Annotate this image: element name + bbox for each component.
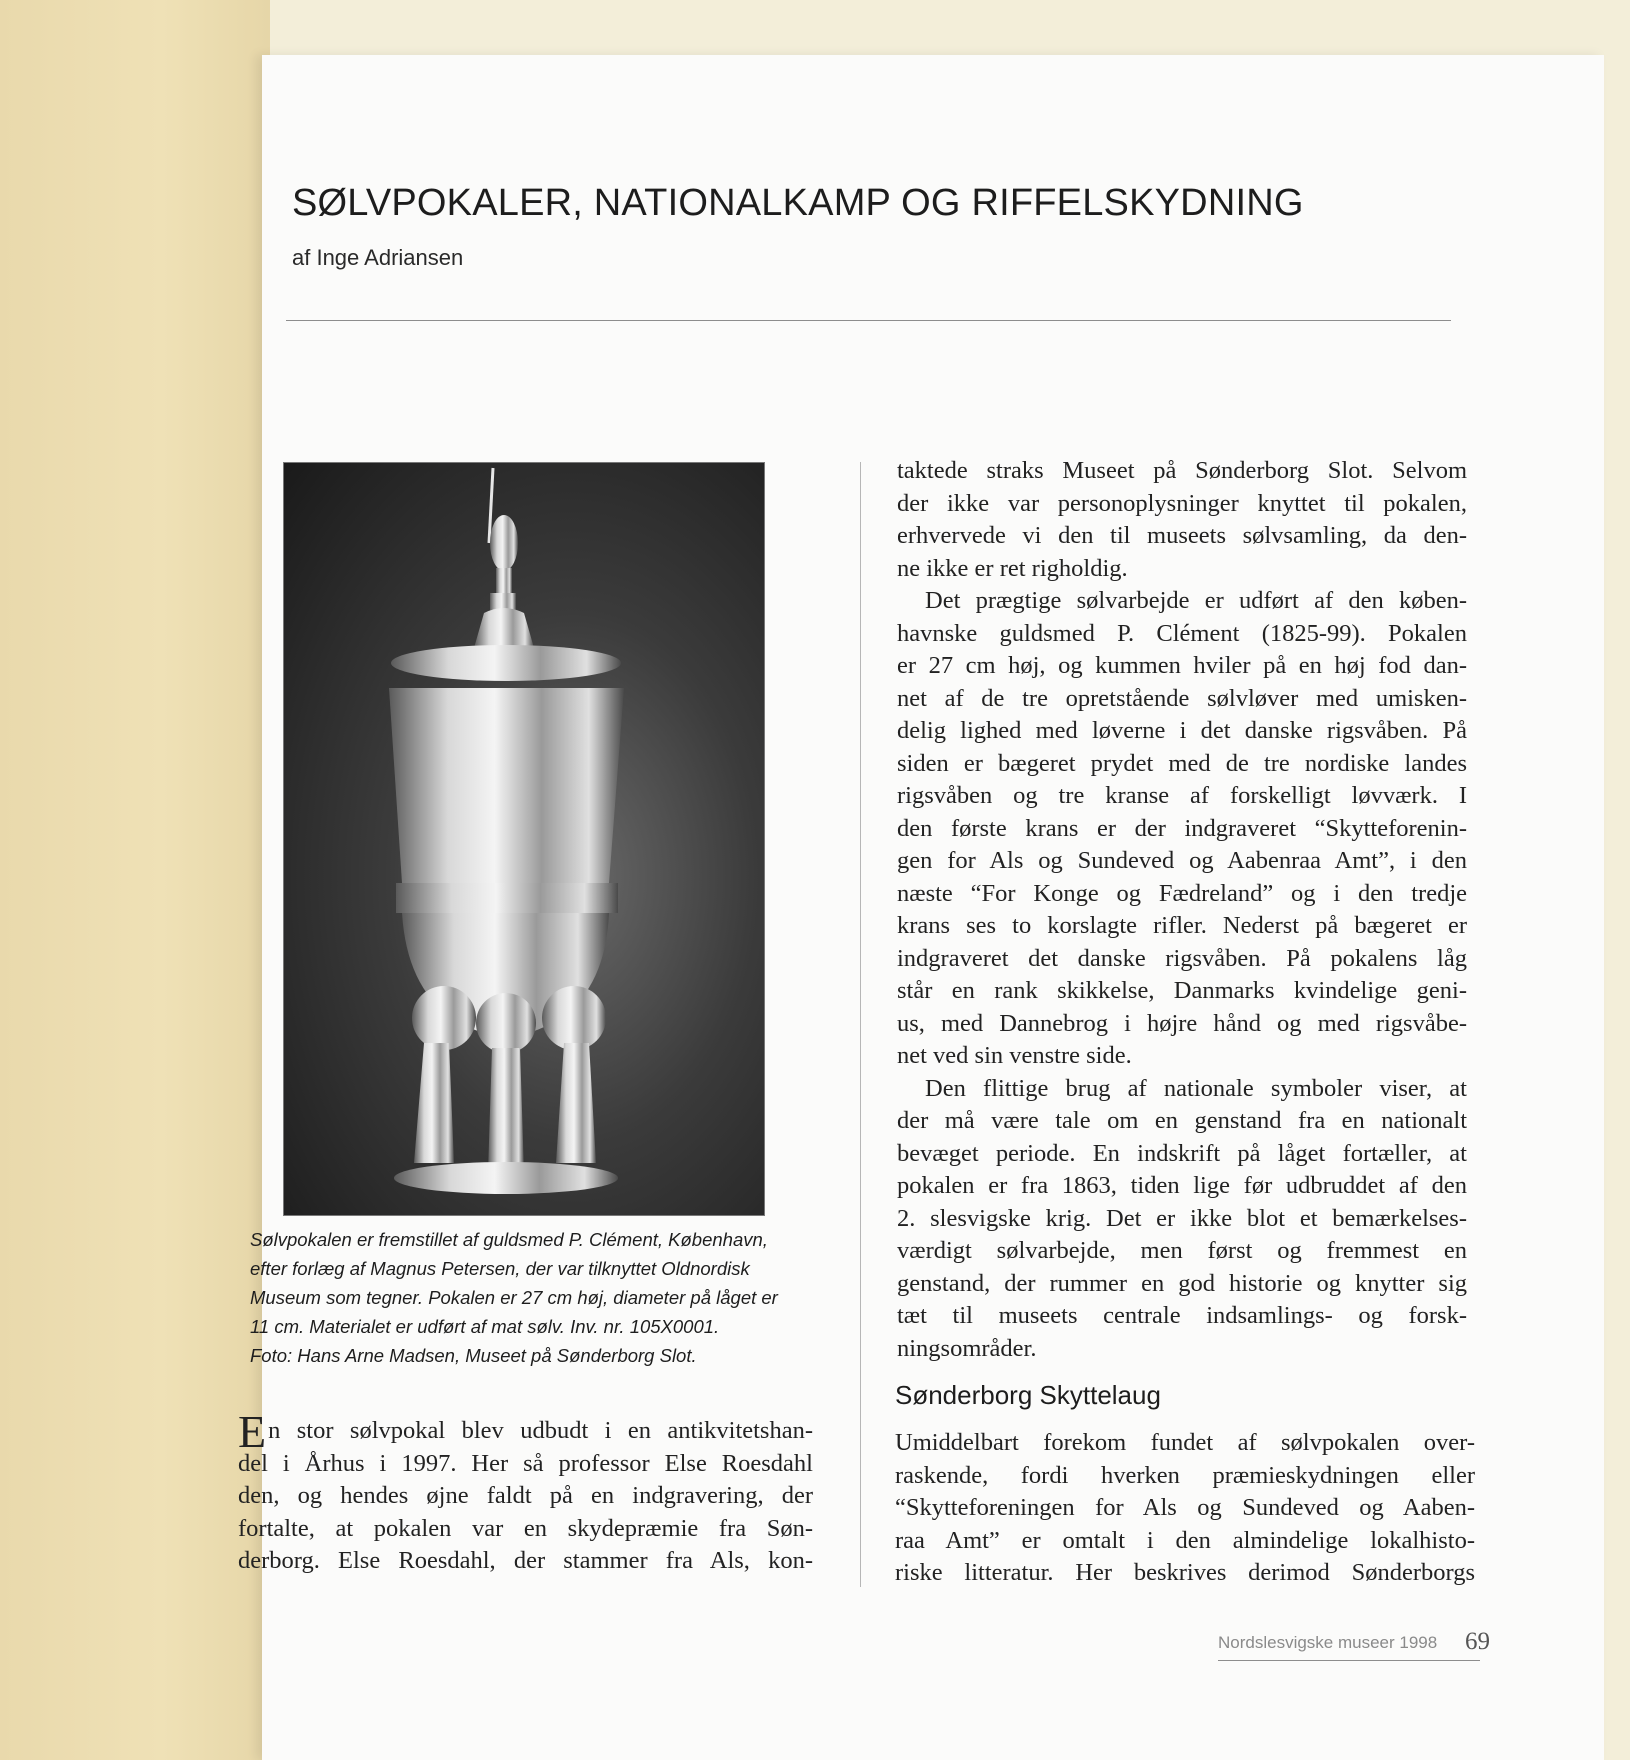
body-line: net ved sin venstre side. [897, 1042, 1132, 1069]
body-line: tæt til museets centrale indsamlings- og forsk- [897, 1302, 1467, 1329]
goblet-photo [283, 462, 765, 1216]
body-line: Umiddelbart forekom fundet af sølvpokalen over- [895, 1429, 1475, 1456]
caption-line: efter forlæg af Magnus Petersen, der var tilknyttet Oldnordisk [250, 1258, 750, 1279]
body-line: indgraveret det danske rigsvåben. På pokalens låg [897, 944, 1467, 972]
body-line: gen for Als og Sundeved og Aabenraa Amt”, i den [897, 847, 1467, 874]
right-body-column-section [895, 1427, 1475, 1590]
body-line: havnske guldsmed P. Clément (1825-99). Pokalen [897, 619, 1467, 647]
body-line: værdigt sølvarbejde, men først og fremmest en [897, 1237, 1467, 1264]
body-line: raa Amt” er omtalt i den almindelige lokalhisto- [895, 1526, 1475, 1554]
body-line: rigsvåben og tre kranse af forskelligt løvværk. I [897, 782, 1467, 809]
body-line: genstand, der rummer en god historie og knytter sig [897, 1269, 1467, 1297]
body-line: ningsområder. [897, 1334, 1037, 1362]
article-author: af Inge Adriansen [292, 245, 464, 270]
body-line: bevæget periode. En indskrift på låget fortæller, at [897, 1139, 1467, 1167]
section-subheading: Sønderborg Skyttelaug [895, 1380, 1161, 1410]
column-divider [860, 462, 861, 1587]
silver-goblet-icon [284, 463, 764, 1215]
body-line: erhvervede vi den til museets sølvsamling, da den- [897, 522, 1467, 549]
article-title: SØLVPOKALER, NATIONALKAMP OG RIFFELSKYDNING [292, 182, 1304, 224]
caption-line: Museum som tegner. Pokalen er 27 cm høj, diameter på låget er [250, 1287, 778, 1308]
body-line: næste “For Konge og Fædreland” og i den tredje [897, 879, 1467, 907]
body-line: riske litteratur. Her beskrives derimod Sønderborgs [895, 1559, 1475, 1586]
body-line: siden er bægeret prydet med de tre nordiske landes [897, 749, 1467, 777]
body-line: den første krans er der indgraveret “Skytteforenin- [897, 814, 1467, 842]
body-line: net af de tre opretstående sølvløver med umisken- [897, 684, 1467, 712]
footer-rule [1218, 1660, 1480, 1661]
body-line: del i Århus i 1997. Her så professor Else Roesdahl [238, 1449, 813, 1477]
body-line: pokalen er fra 1863, tiden lige før udbruddet af den [897, 1172, 1467, 1199]
caption-line: Sølvpokalen er fremstillet af guldsmed P. Clément, København, [250, 1229, 768, 1250]
body-line: der må være tale om en genstand fra en nationalt [897, 1107, 1467, 1134]
body-line: krans ses to korslagte rifler. Nederst på bægeret er [897, 912, 1467, 939]
body-line: fortalte, at pokalen var en skydepræmie fra Søn- [238, 1514, 813, 1542]
body-line: er 27 cm høj, og kummen hviler på en høj fod dan- [897, 652, 1467, 679]
drop-cap: E [238, 1406, 267, 1457]
caption-line: Foto: Hans Arne Madsen, Museet på Sønderborg Slot. [250, 1345, 697, 1366]
body-line: ne ikke er ret righoldig. [897, 554, 1128, 582]
body-line: der ikke var personoplysninger knyttet til pokalen, [897, 489, 1467, 517]
photo-caption [250, 1225, 810, 1370]
body-line: den, og hendes øjne faldt på en indgravering, der [238, 1482, 813, 1509]
body-line: taktede straks Museet på Sønderborg Slot. Selvom [897, 457, 1467, 484]
book-binding-edge [0, 0, 270, 1760]
body-line: derborg. Else Roesdahl, der stammer fra Als, kon- [238, 1547, 813, 1574]
body-line: står en rank skikkelse, Danmarks kvindelige geni- [897, 977, 1467, 1004]
footer-publication: Nordslesvigske museer 1998 [1218, 1633, 1438, 1652]
body-line: “Skytteforeningen for Als og Sundeved og Aaben- [895, 1494, 1475, 1521]
title-divider [286, 320, 1451, 321]
body-line: raskende, fordi hverken præmieskydningen eller [895, 1461, 1475, 1489]
caption-line: 11 cm. Materialet er udført af mat sølv. Inv. nr. 105X0001. [250, 1316, 720, 1337]
page-number: 69 [1465, 1628, 1490, 1655]
right-body-column [897, 455, 1467, 1365]
body-line: delig lighed med løverne i det danske rigsvåben. På [897, 717, 1467, 744]
body-line: Det prægtige sølvarbejde er udført af den køben- [925, 587, 1467, 614]
body-line: Den flittige brug af nationale symboler viser, at [925, 1074, 1467, 1102]
body-line: us, med Dannebrog i højre hånd og med rigsvåbe- [897, 1009, 1467, 1037]
body-line: n stor sølvpokal blev udbudt i en antikvitetshan- [268, 1417, 813, 1444]
body-line: 2. slesvigske krig. Det er ikke blot et bemærkelses- [897, 1204, 1467, 1232]
left-body-column [238, 1406, 813, 1578]
